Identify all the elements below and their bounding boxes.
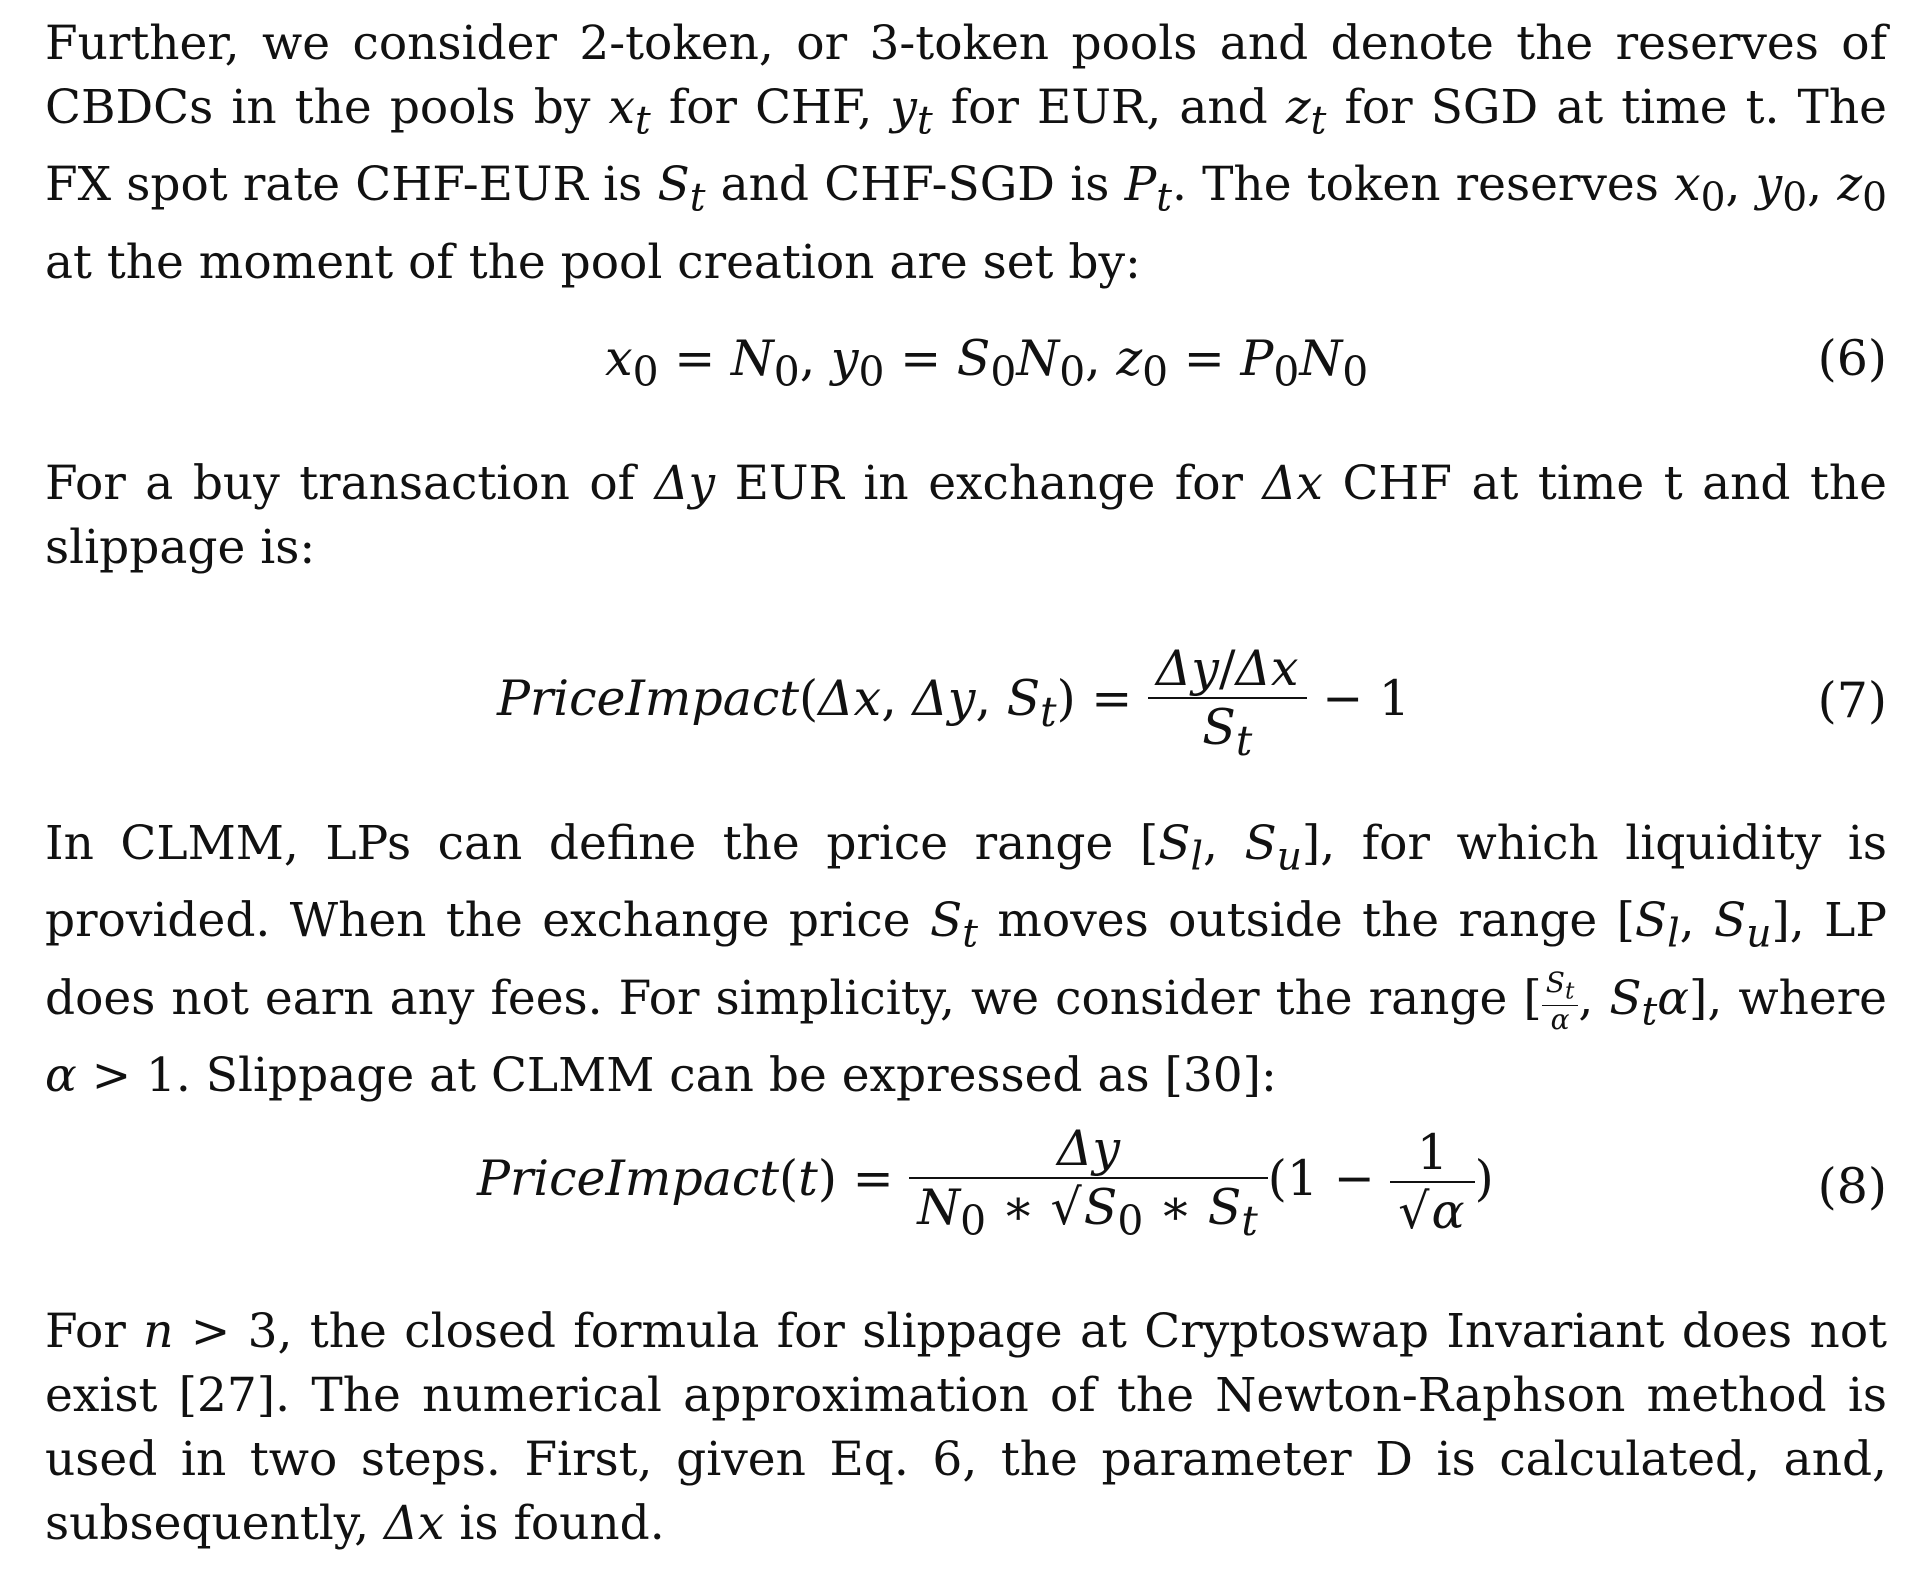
equation-8-fraction: $\frac{\Delta y}{N_0 ∗ √S_0 ∗ S_t}$ xyxy=(909,1120,1268,1245)
paragraph-slippage-text: For a buy transaction of Δy EUR in exchange for Δx CHF at time t and the slippage is: xyxy=(45,456,1887,575)
paragraph-cryptoswap-text: For n > 3, the closed formula for slippage at Cryptoswap Invariant does not exist [27]. The numerical approximation of the Newton-Raphson method is used in two steps. First, given Eq. 6, the parameter D is calculated, and, subsequently, Δx is found. xyxy=(45,1304,1887,1551)
equation-6-body: $x_0 = N_0$, $y_0 = S_0N_0$, $z_0 = P_0N_0$ xyxy=(605,330,1369,396)
equation-7 xyxy=(45,640,1887,765)
equation-8-body: PriceImpact(t) = $\frac{\Delta y}{N_0 ∗ √S_0 ∗ S_t}$ (1 − $\frac{1}{√\alpha}$ ) xyxy=(477,1120,1494,1245)
paragraph-slippage xyxy=(45,452,1887,580)
paragraph-clmm xyxy=(45,812,1887,1108)
equation-7-fraction: $\frac{\Delta y/\Delta x}{S_t}$ xyxy=(1148,640,1307,765)
equation-7-body: PriceImpact(Δx, Δy, $S_t$) = $\frac{\Delta y/\Delta x}{S_t}$ − 1 xyxy=(497,640,1410,765)
equation-8-number: (8) xyxy=(1817,1158,1887,1215)
paragraph-cryptoswap xyxy=(45,1300,1887,1556)
paragraph-intro xyxy=(45,12,1887,295)
equation-8 xyxy=(45,1120,1887,1260)
paragraph-intro-text: Further, we consider 2-token, or 3-token pools and denote the reserves of CBDCs in the pools by $x_t$ for CHF, $y_t$ for EUR, and $z_t$ for SGD at time t. The FX spot rate CHF-EUR is $S_t$ and CHF-SGD is $P_t$. The token reserves $x_0$, $y_0$, $z_0$ at the moment of the pool creation are set by: xyxy=(45,16,1887,290)
equation-6-number: (6) xyxy=(1817,330,1887,387)
paragraph-clmm-text: In CLMM, LPs can define the price range [$S_l$, $S_u$], for which liquidity is provided. When the exchange price $S_t$ moves outside the range [$S_l$, $S_u$], LP does not earn any fees. For simplicity, we consider the range [ $\frac{S_t}{\alpha}$ , $S_t\alpha$], where α > 1. Slippage at CLMM can be expressed as [30]: xyxy=(45,816,1887,1104)
equation-7-number: (7) xyxy=(1817,672,1887,729)
equation-8-inner-fraction: $\frac{1}{√\alpha}$ xyxy=(1390,1124,1474,1240)
equation-6 xyxy=(45,330,1887,400)
